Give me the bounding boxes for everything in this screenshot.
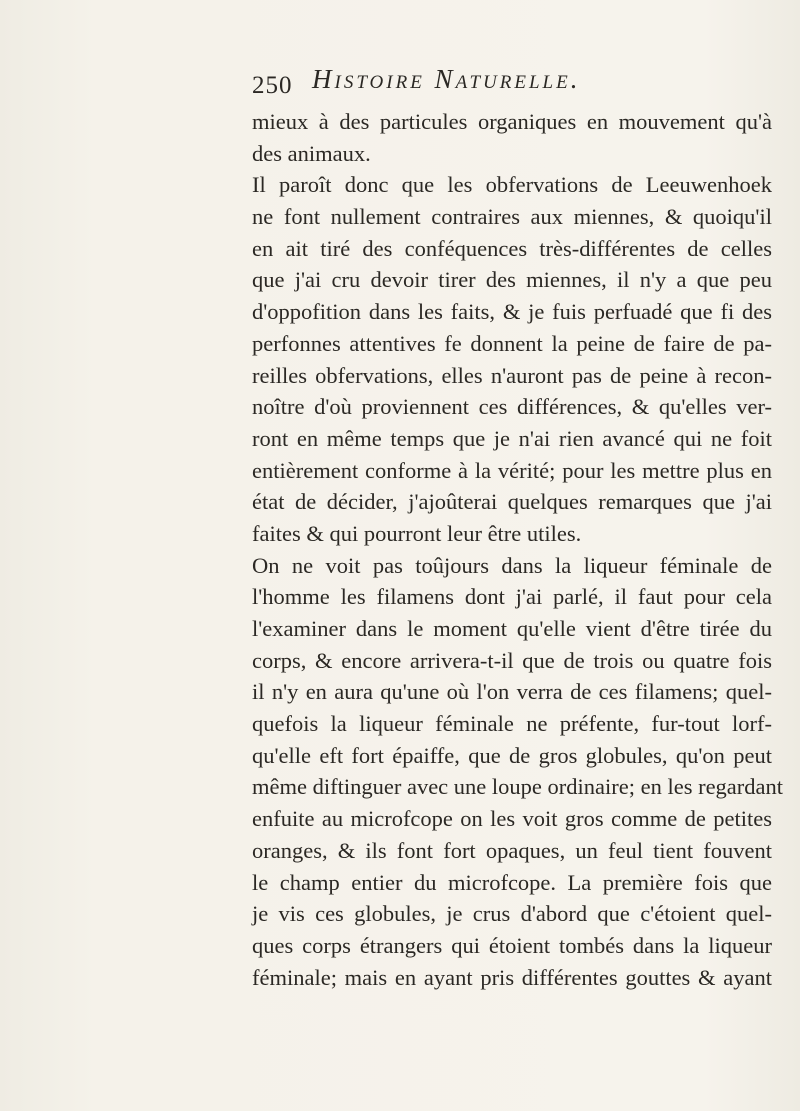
text-line: faites & qui pourront leur être utiles.	[252, 520, 582, 546]
text-line: état de décider, j'ajoûterai quelques remarques que j'ai	[252, 489, 772, 515]
text-line: perfonnes attentives fe donnent la peine de faire de pa-	[252, 330, 772, 356]
text-line: d'oppofition dans les faits, & je fuis perfuadé que fi des	[252, 299, 772, 325]
text-line: noître d'où proviennent ces différences, & qu'elles ver-	[252, 394, 772, 420]
text-line: mieux à des particules organiques en mouvement qu'à	[252, 109, 772, 134]
text-line: quefois la liqueur féminale ne préfente, fur-tout lorf-	[252, 711, 772, 737]
text-line: Il paroît donc que les obfervations de Leeuwenhoek	[252, 172, 772, 198]
text-line: il n'y en aura qu'une où l'on verra de ces filamens; quel-	[252, 679, 772, 705]
text-line: ques corps étrangers qui étoient tombés dans la liqueur	[252, 932, 772, 958]
text-line: enfuite au microfcope on les voit gros comme de petites	[252, 806, 772, 832]
text-line: l'homme les filamens dont j'ai parlé, il faut pour cela	[252, 584, 772, 610]
text-line: l'examiner dans le moment qu'elle vient d'être tirée du	[252, 616, 772, 641]
text-line: entièrement conforme à la vérité; pour les mettre plus en	[252, 457, 772, 483]
text-line: même diftinguer avec une loupe ordinaire; en les regardant	[252, 774, 784, 800]
text-line: en ait tiré des conféquences très-différentes de celles	[252, 235, 772, 261]
text-line: le champ entier du microfcope. La première fois que	[252, 869, 772, 895]
text-line: que j'ai cru devoir tirer des miennes, il n'y a que peu	[252, 267, 772, 293]
page-number: 250	[252, 72, 293, 99]
running-title: Histoire Naturelle.	[312, 64, 581, 94]
text-line: ne font nullement contraires aux miennes, & quoiqu'il	[252, 204, 772, 230]
body-text	[252, 106, 784, 993]
text-line: qu'elle eft fort épaiffe, que de gros globules, qu'on peut	[252, 742, 772, 768]
text-line: corps, & encore arrivera-t-il que de trois ou quatre fois	[252, 647, 772, 673]
text-line: féminale; mais en ayant pris différentes gouttes & ayant	[252, 964, 772, 990]
text-line: oranges, & ils font fort opaques, un feul tient fouvent	[252, 837, 772, 863]
text-line: des animaux.	[252, 140, 371, 166]
text-line: On ne voit pas toûjours dans la liqueur féminale de	[252, 552, 772, 578]
text-line: je vis ces globules, je crus d'abord que c'étoient quel-	[252, 901, 772, 927]
text-line: ront en même temps que je n'ai rien avancé qui ne foit	[252, 425, 772, 451]
text-line: reilles obfervations, elles n'auront pas de peine à recon-	[252, 362, 772, 388]
page-header	[252, 64, 772, 102]
